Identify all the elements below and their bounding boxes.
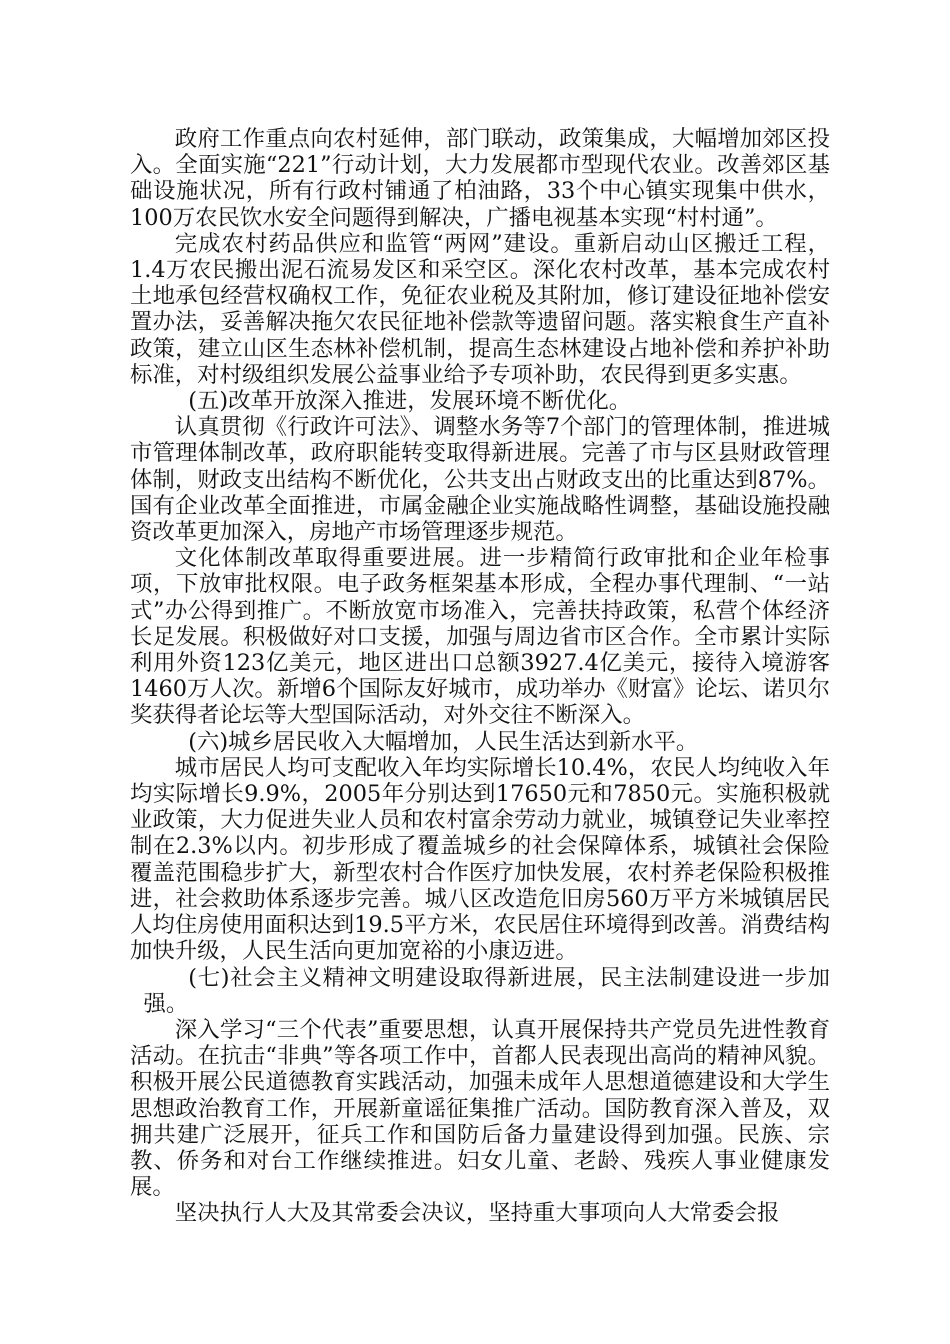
paragraph-legal: 坚决执行人大及其常委会决议，坚持重大事项向人大常委会报 <box>174 1200 780 1227</box>
section-heading-income: (六)城乡居民收入大幅增加，人民生活达到新水平。 <box>188 728 699 755</box>
document-body <box>130 126 830 1227</box>
paragraph-rural-investment: 政府工作重点向农村延伸，部门联动，政策集成，大幅增加郊区投入。全面实施“221”行动计划，大力发展都市型现代农业。改善郊区基础设施状况，所有行政村铺通了柏油路，33个中心镇实现集中供水，100万农民饮水安全问题得到解决，广播电视基本实现“村村通”。 <box>130 126 830 231</box>
paragraph-rural-reform: 完成农村药品供应和监管“两网”建设。重新启动山区搬迁工程，1.4万农民搬出泥石流易发区和采空区。深化农村改革，基本完成农村土地承包经营权确权工作，免征农业税及其附加，修订建设征地补偿安置办法，妥善解决拖欠农民征地补偿款等遗留问题。落实粮食生产直补政策，建立山区生态林补偿机制，提高生态林建设占地补偿和养护补助标准，对村级组织发展公益事业给予专项补助，农民得到更多实惠。 <box>130 230 830 388</box>
paragraph-civilization: 深入学习“三个代表”重要思想，认真开展保持共产党员先进性教育活动。在抗击“非典”等各项工作中，首都人民表现出高尚的精神风貌。积极开展公民道德教育实践活动，加强未成年人思想道德建设和大学生思想政治教育工作，开展新童谣征集推广活动。国防教育深入普及，双拥共建广泛展开，征兵工作和国防后备力量建设得到加强。民族、宗教、侨务和对台工作继续推进。妇女儿童、老龄、残疾人事业健康发展。 <box>130 1016 830 1201</box>
section-heading-civilization: (七)社会主义精神文明建设取得新进展，民主法制建设进一步加强。 <box>143 964 830 1017</box>
paragraph-cultural-reform: 文化体制改革取得重要进展。进一步精简行政审批和企业年检事项，下放审批权限。电子政务框架基本形成，全程办事代理制、“一站式”办公得到推广。不断放宽市场准入，完善扶持政策，私营个体经济长足发展。积极做好对口支援，加强与周边省市区合作。全市累计实际利用外资123亿美元，地区进出口总额3927.4亿美元，接待入境游客1460万人次。新增6个国际友好城市，成功举办《财富》论坛、诺贝尔奖获得者论坛等大型国际活动，对外交往不断深入。 <box>130 545 830 729</box>
paragraph-administrative-reform: 认真贯彻《行政许可法》、调整水务等7个部门的管理体制，推进城市管理体制改革，政府职能转变取得新进展。完善了市与区县财政管理体制，财政支出结构不断优化，公共支出占财政支出的比重达到87%。国有企业改革全面推进，市属金融企业实施战略性调整，基础设施投融资改革更加深入，房地产市场管理逐步规范。 <box>130 414 830 546</box>
paragraph-income: 城市居民人均可支配收入年均实际增长10.4%，农民人均纯收入年均实际增长9.9%，2005年分别达到17650元和7850元。实施积极就业政策，大力促进失业人员和农村富余劳动力就业，城镇登记失业率控制在2.3%以内。初步形成了覆盖城乡的社会保障体系，城镇社会保险覆盖范围稳步扩大，新型农村合作医疗加快发展，农村养老保险积极推进，社会救助体系逐步完善。城八区改造危旧房560万平方米城镇居民人均住房使用面积达到19.5平方米，农民居住环境得到改善。消费结构加快升级，人民生活向更加宽裕的小康迈进。 <box>130 754 830 965</box>
section-heading-reform-opening: (五)改革开放深入推进，发展环境不断优化。 <box>188 388 632 415</box>
